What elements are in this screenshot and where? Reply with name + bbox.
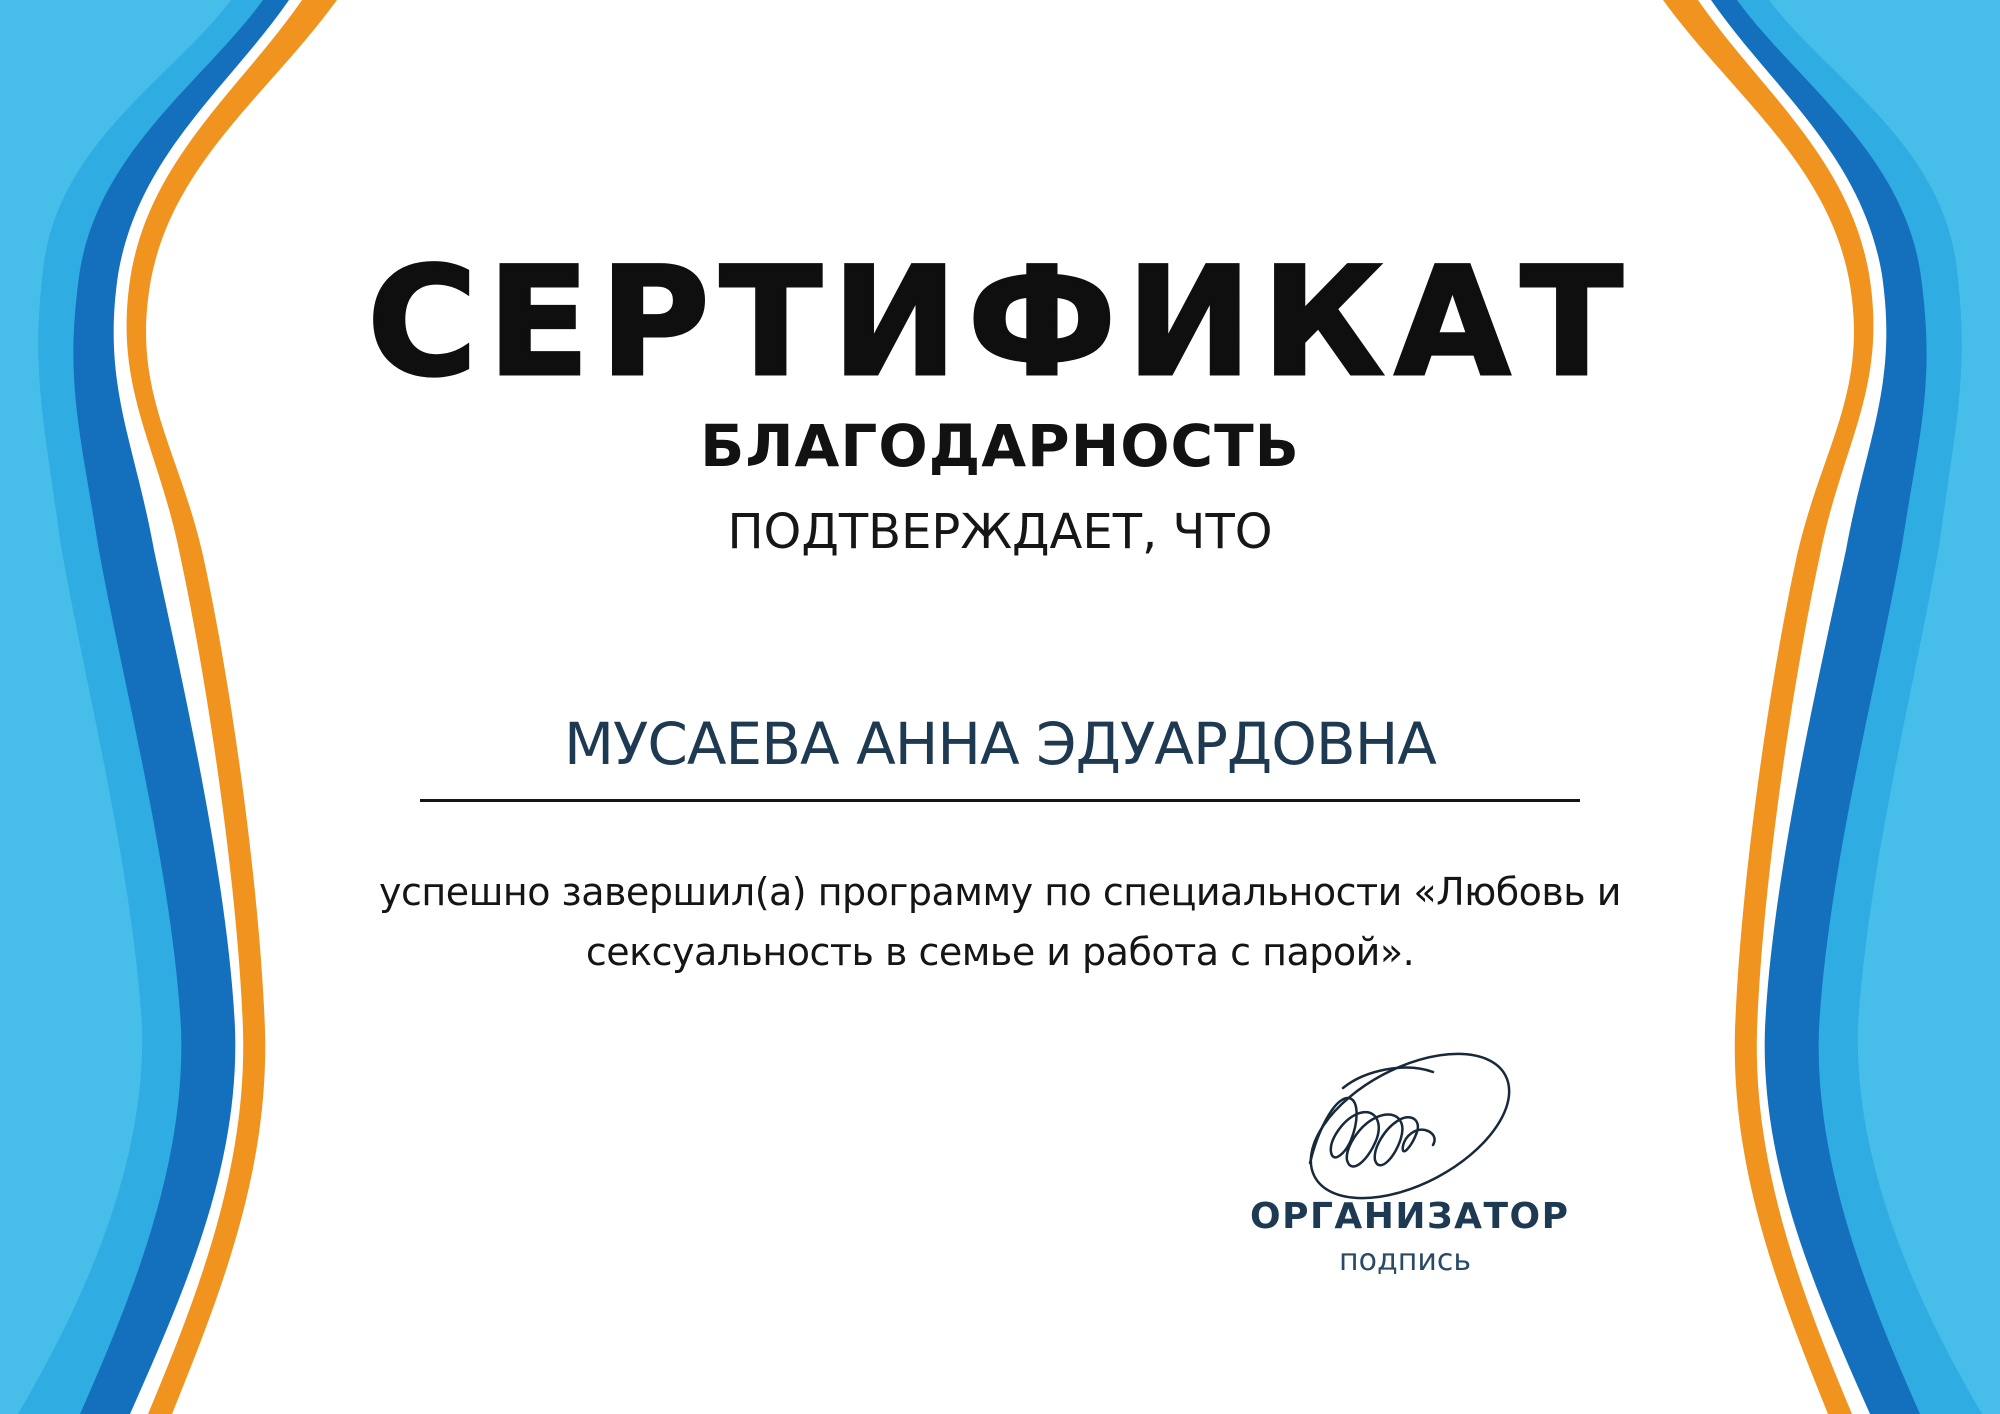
right-wave-border-icon [1550,0,2000,1414]
left-wave-border-icon [0,0,450,1414]
certificate-title: СЕРТИФИКАТ [367,236,1633,410]
completion-text [0,862,2000,982]
certificate-subtitle: БЛАГОДАРНОСТЬ [700,412,1300,480]
completion-text-line-2: сексуальность в семье и работа с парой». [585,930,1415,974]
name-underline [420,799,1580,802]
confirmation-text: ПОДТВЕРЖДАЕТ, ЧТО [727,504,1273,560]
completion-text-line-1: успешно завершил(а) программу по специальности «Любовь и [379,870,1621,914]
handwritten-signature-icon [1255,1028,1555,1218]
recipient-name: МУСАЕВА АННА ЭДУАРДОВНА [564,710,1436,778]
signature-caption: подпись [1339,1243,1471,1278]
organizer-label: ОРГАНИЗАТОР [1250,1196,1570,1237]
